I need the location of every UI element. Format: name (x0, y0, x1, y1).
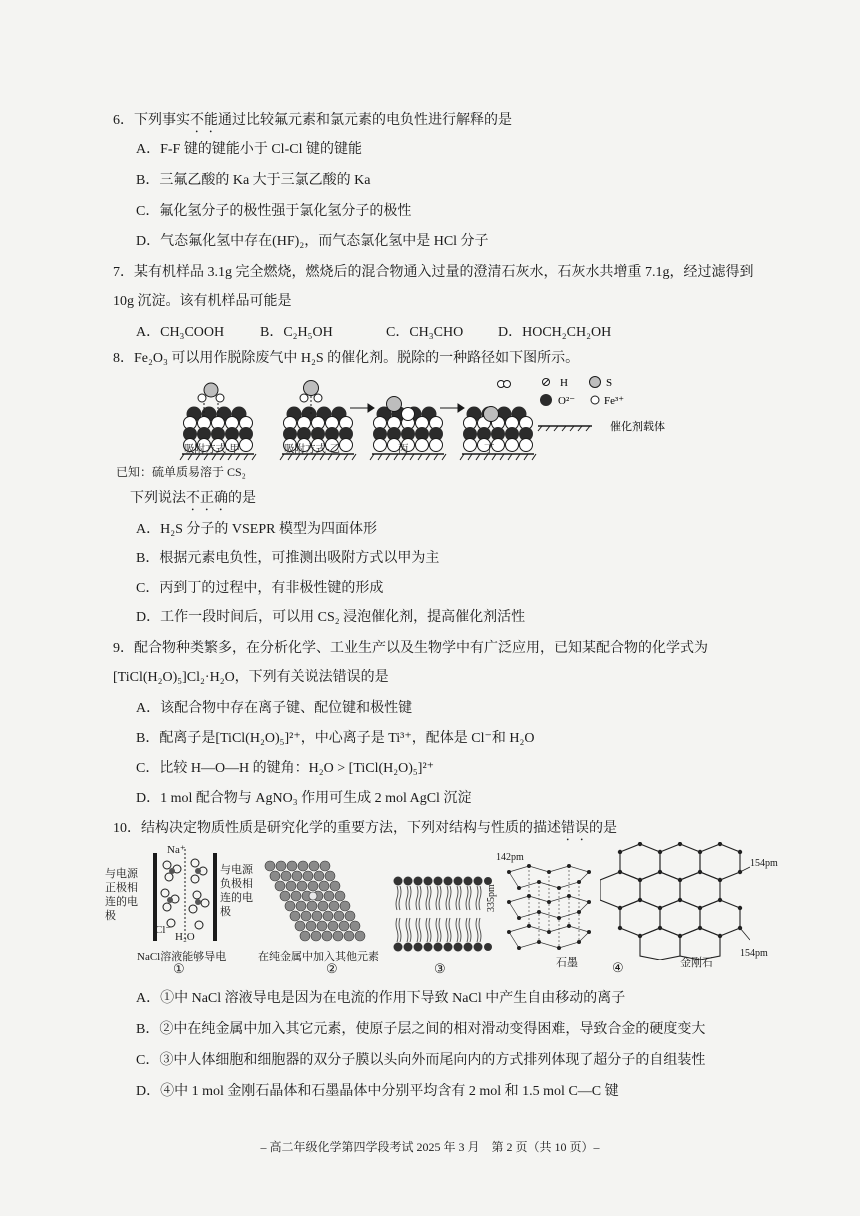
fig1-cl-label: Cl⁻ (155, 924, 172, 936)
q6-option-b: B．三氟乙酸的 Ka 大于三氯乙酸的 Ka (136, 173, 371, 188)
q7-option-a: A．CH₃COOH (136, 325, 225, 340)
legend-fe-label: Fe³⁺ (604, 395, 625, 407)
fig1-positive-electrode-label: 与电源 正极相 连的电 极 (105, 868, 138, 922)
q8-option-a: A．H₂S 分子的 VSEPR 模型为四面体形 (136, 522, 377, 537)
q6-stem: 6．下列事实不能通过比较氟元素和氯元素的电负性进行解释的是 (113, 113, 512, 128)
fig4-diamond (600, 842, 780, 977)
fig1-h2o-label: H₂O (175, 931, 195, 943)
graphite-335pm-label: 335pm (486, 884, 497, 912)
page-footer: – 高二年级化学第四学段考试 2025 年 3 月 第 2 页（共 10 页）– (260, 1140, 600, 1154)
q9-option-a: A．该配合物中存在离子键、配位键和极性键 (136, 701, 413, 716)
q6-option-c: C．氟化氢分子的极性强于氯化氢分子的极性 (136, 204, 412, 219)
q7-option-c: C．CH₃CHO (386, 325, 464, 340)
q7-option-b: B．C₂H₅OH (260, 325, 333, 340)
fig2-alloy-svg (258, 858, 383, 943)
legend (538, 377, 665, 434)
diamond-svg (600, 842, 750, 960)
graphite-142pm-label: 142pm (496, 852, 524, 863)
fig1-nacl-solution (105, 845, 255, 975)
q9-stem-line2: [TiCl(H₂O)₅]Cl₂·H₂O，下列有关说法错误的是 (113, 670, 389, 685)
label-adsorption-b: 吸附方式-乙 (284, 444, 340, 455)
q8-ask: 下列说法不正确的是 (130, 491, 256, 506)
fig4-number: ④ (612, 960, 624, 975)
q9-stem-line1: 9．配合物种类繁多，在分析化学、工业生产以及生物学中有广泛应用，已知某配合物的化学式为 (113, 641, 708, 656)
q7-stem-line2: 10g 沉淀。该有机样品可能是 (113, 294, 292, 309)
graphite-label: 石墨 (556, 957, 578, 969)
graphite-svg (504, 864, 599, 950)
q8-option-b: B．根据元素电负性，可推测出吸附方式以甲为主 (136, 551, 440, 566)
fig1-caption: NaCl溶液能够导电 (137, 951, 227, 963)
label-stage-d: 丁 (484, 444, 495, 455)
fig2-alloy (258, 858, 388, 976)
fig3-bilayer-svg (392, 875, 492, 960)
diamond-154pm-top-label: 154pm (750, 858, 778, 869)
q10-option-a: A．①中 NaCl 溶液导电是因为在电流的作用下导致 NaCl 中产生自由移动的离子 (136, 991, 626, 1006)
stage-d-diagram (460, 381, 536, 461)
q6-option-a: A．F-F 键的键能小于 Cl-Cl 键的键能 (136, 142, 362, 157)
q8-option-d: D．工作一段时间后，可以用 CS₂ 浸泡催化剂，提高催化剂活性 (136, 610, 526, 625)
q10-option-c: C．③中人体细胞和细胞器的双分子膜以头向外而尾向内的方式排列体现了超分子的自组装性 (136, 1053, 706, 1068)
legend-s-label: S (606, 377, 613, 389)
label-adsorption-a: 吸附方式-甲 (184, 444, 240, 455)
q9-option-d: D．1 mol 配合物与 AgNO₃ 作用可生成 2 mol AgCl 沉淀 (136, 791, 472, 806)
fig3-bilayer-membrane (392, 875, 492, 975)
fig3-number: ③ (434, 961, 446, 976)
q8-option-c: C．丙到丁的过程中，有非极性键的形成 (136, 581, 384, 596)
q7-options (136, 321, 656, 339)
fig4-graphite (486, 850, 604, 969)
diamond-154pm-bottom-label: 154pm (740, 948, 768, 959)
fig2-caption: 在纯金属中加入其他元素 (258, 951, 379, 963)
fig1-na-label: Na⁺ (167, 844, 186, 856)
q6-option-d: D．气态氟化氢中存在(HF)₂，而气态氯化氢中是 HCl 分子 (136, 234, 489, 249)
q7-option-d: D．HOCH₂CH₂OH (498, 325, 612, 340)
q8-known-note: 已知：硫单质易溶于 CS₂ (116, 465, 246, 479)
q9-option-b: B．配离子是[TiCl(H₂O)₅]²⁺，中心离子是 Ti³⁺，配体是 Cl⁻和 H₂O (136, 731, 535, 746)
q10-option-b: B．②中在纯金属中加入其它元素，使原子层之间的相对滑动变得困难，导致合金的硬度变大 (136, 1022, 706, 1037)
q9-option-c: C．比较 H—O—H 的键角：H₂O > [TiCl(H₂O)₅]²⁺ (136, 761, 435, 776)
legend-support-label: 催化剂载体 (610, 421, 665, 433)
q8-stem: 8．Fe₂O₃ 可以用作脱除废气中 H₂S 的催化剂。脱除的一种路径如下图所示。 (113, 351, 580, 366)
fig2-number: ② (326, 961, 338, 976)
legend-h-label: H (560, 377, 568, 389)
q10-stem: 10．结构决定物质性质是研究化学的重要方法，下列对结构与性质的描述错误的是 (113, 821, 617, 836)
q10-option-d: D．④中 1 mol 金刚石晶体和石墨晶体中分别平均含有 2 mol 和 1.5 mol C—C 键 (136, 1084, 619, 1099)
legend-o-label: O²⁻ (558, 395, 576, 407)
fig1-number: ① (173, 961, 185, 976)
label-stage-c: 丙 (398, 444, 409, 455)
fig1-negative-electrode-label: 与电源 负极相 连的电 极 (220, 864, 253, 918)
diamond-label: 金刚石 (680, 957, 713, 969)
q7-stem-line1: 7．某有机样品 3.1g 完全燃烧，燃烧后的混合物通入过量的澄清石灰水，石灰水共增重 7.1g，经过滤得到 (113, 265, 754, 280)
